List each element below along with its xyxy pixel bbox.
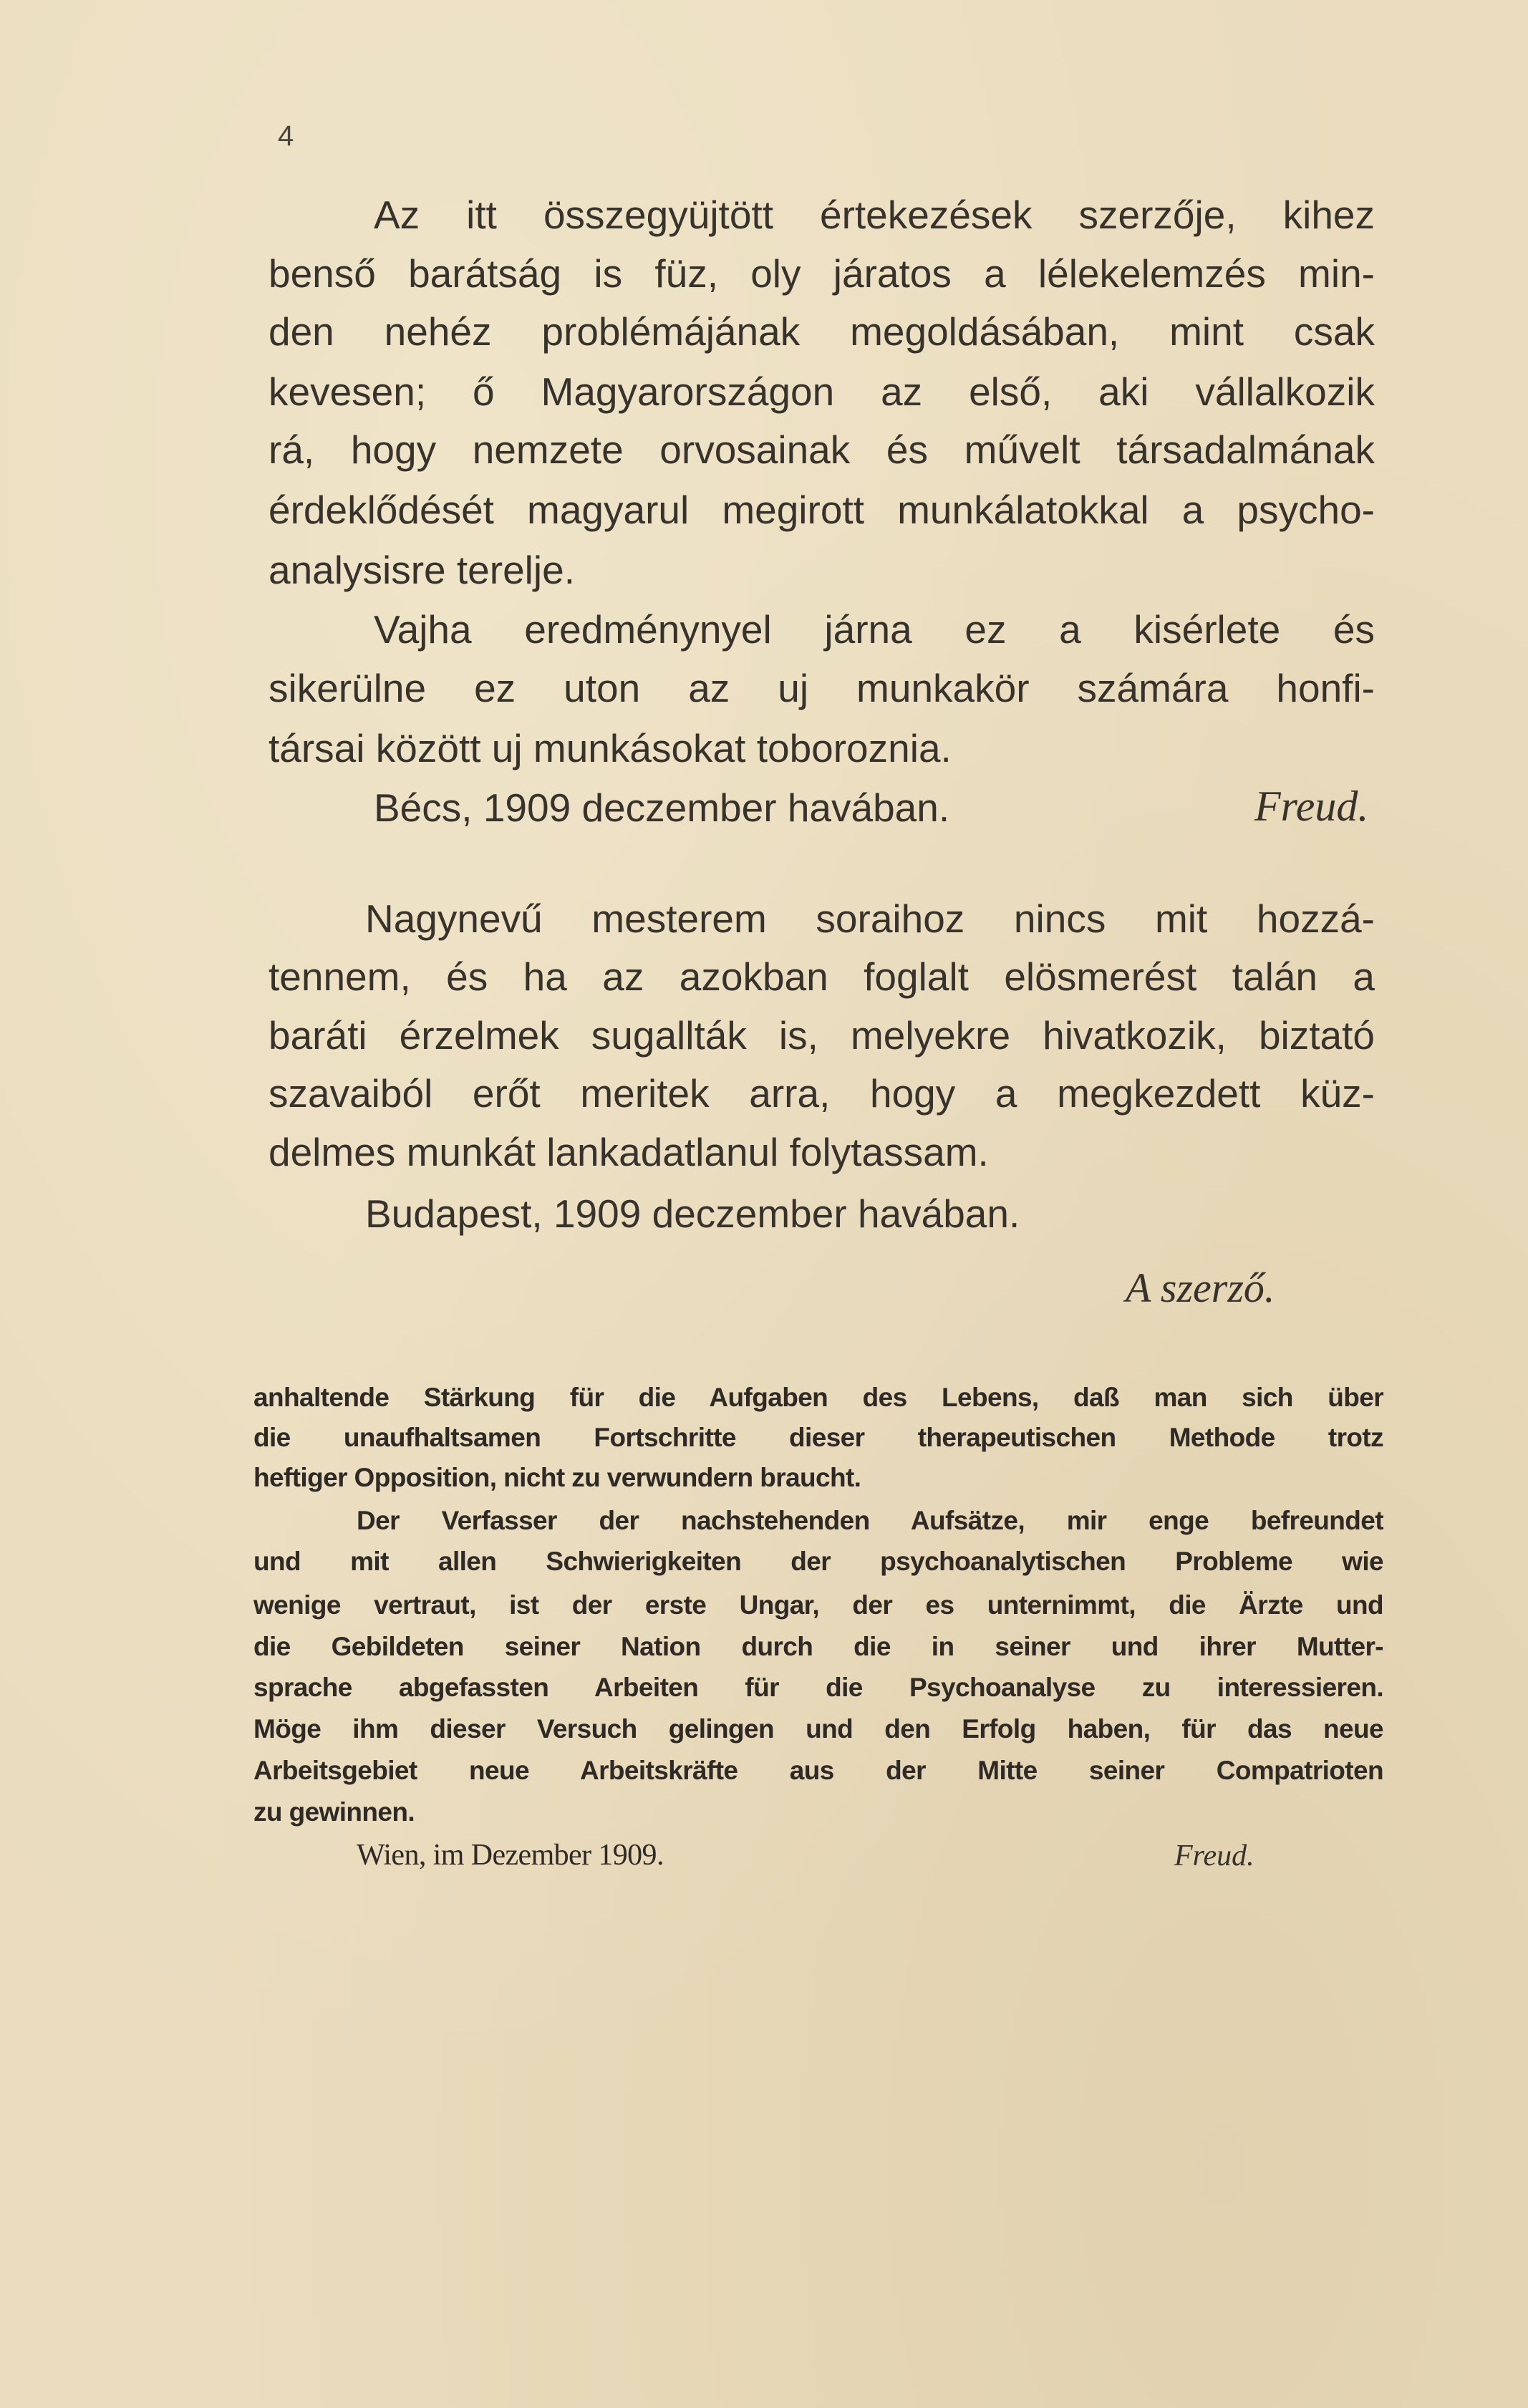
text-line: sikerülne ez uton az uj munkakör számára honfi- (269, 666, 1375, 710)
text-line: Wien, im Dezember 1909. (357, 1839, 664, 1872)
signature-author: A szerző. (1126, 1265, 1275, 1311)
text-line: zu gewinnen. (253, 1797, 415, 1827)
text-line: Budapest, 1909 deczember havában. (365, 1191, 1020, 1236)
text-line: den nehéz problémájának megoldásában, mint csak (269, 309, 1375, 354)
text-line: die unaufhaltsamen Fortschritte dieser therapeutischen Methode trotz (253, 1423, 1383, 1452)
signature-freud-hungarian: Freud. (1254, 783, 1369, 830)
text-line: szavaiból erőt meritek arra, hogy a megkezdett küz- (269, 1071, 1375, 1116)
text-line: Vajha eredménynyel járna ez a kisérlete és (374, 607, 1375, 652)
text-line: benső barátság is füz, oly járatos a lélekelemzés min- (269, 251, 1375, 296)
text-line: analysisre terelje. (269, 548, 575, 592)
text-line: Arbeitsgebiet neue Arbeitskräfte aus der Mitte seiner Compatrioten (253, 1756, 1383, 1785)
text-line: Möge ihm dieser Versuch gelingen und den Erfolg haben, für das neue (253, 1714, 1383, 1744)
text-line: anhaltende Stärkung für die Aufgaben des Lebens, daß man sich über (253, 1383, 1383, 1412)
text-line: rá, hogy nemzete orvosainak és művelt társadalmának (269, 427, 1375, 472)
page-number: 4 (278, 120, 294, 152)
signature-freud-german: Freud. (1174, 1839, 1254, 1872)
text-line: und mit allen Schwierigkeiten der psychoanalytischen Probleme wie (253, 1547, 1383, 1576)
text-line: Nagynevű mesterem soraihoz nincs mit hozzá- (365, 896, 1375, 941)
text-line: wenige vertraut, ist der erste Ungar, der es unternimmt, die Ärzte und (253, 1590, 1383, 1620)
text-line: tennem, és ha az azokban foglalt elösmerést talán a (269, 954, 1375, 999)
text-line: Az itt összegyüjtött értekezések szerzője, kihez (374, 193, 1375, 237)
text-line: heftiger Opposition, nicht zu verwundern braucht. (253, 1463, 861, 1492)
text-line: delmes munkát lankadatlanul folytassam. (269, 1130, 989, 1174)
text-line: társai között uj munkásokat toboroznia. (269, 726, 952, 770)
text-line: baráti érzelmek sugallták is, melyekre hivatkozik, biztató (269, 1013, 1375, 1058)
text-line: sprache abgefassten Arbeiten für die Psychoanalyse zu interessieren. (253, 1673, 1383, 1702)
text-line: kevesen; ő Magyarországon az első, aki vállalkozik (269, 369, 1375, 414)
text-line: die Gebildeten seiner Nation durch die in seiner und ihrer Mutter- (253, 1632, 1383, 1661)
text-line: érdeklődését magyarul megirott munkálatokkal a psycho- (269, 488, 1375, 532)
text-line: Der Verfasser der nachstehenden Aufsätze, mir enge befreundet (357, 1506, 1383, 1535)
text-line: Bécs, 1909 deczember havában. (374, 785, 950, 830)
